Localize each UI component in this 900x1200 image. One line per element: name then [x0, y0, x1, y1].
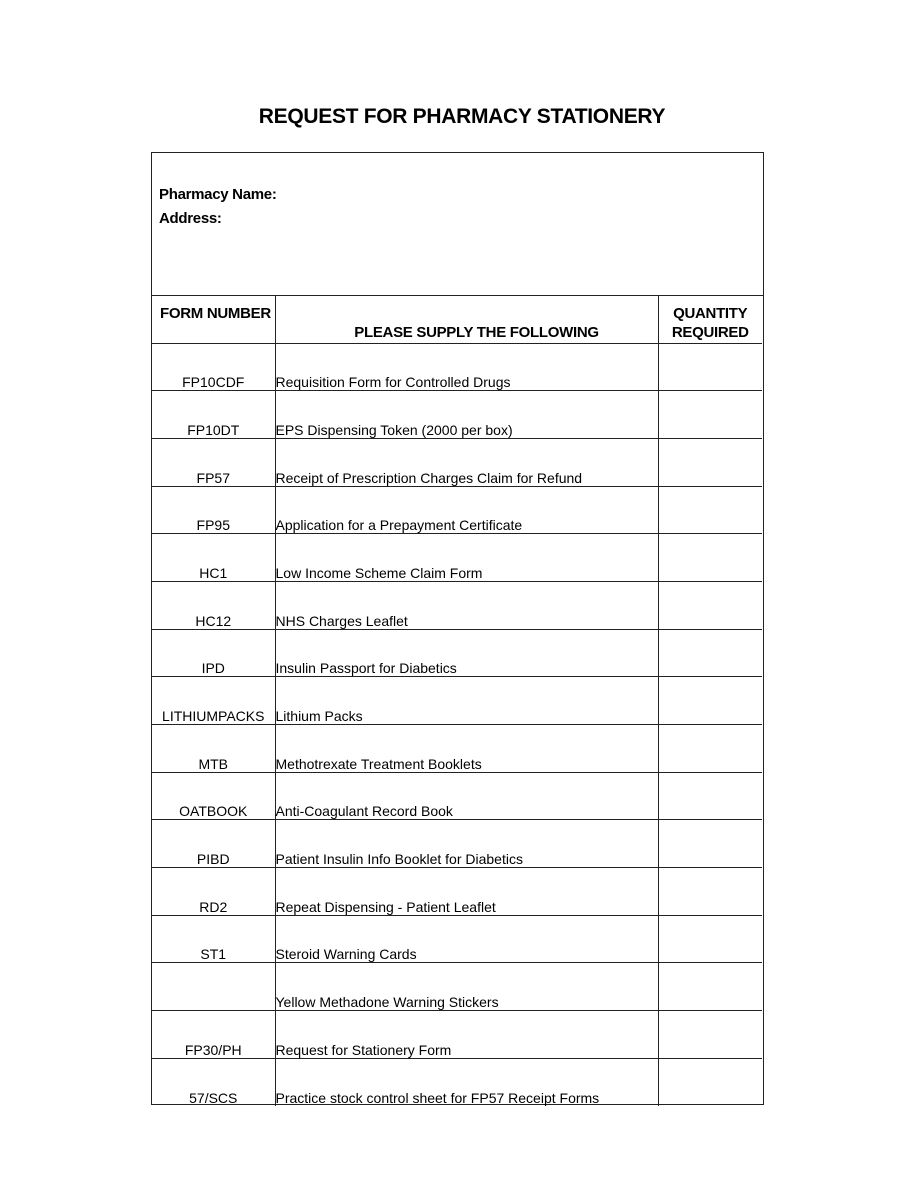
table-row: [152, 915, 762, 963]
quantity-cell[interactable]: [658, 725, 762, 773]
supply-header: [275, 296, 658, 343]
table-row: [152, 868, 762, 916]
form-code: OATBOOK: [152, 772, 275, 820]
form-code: LITHIUMPACKS: [152, 677, 275, 725]
table-row: [152, 391, 762, 439]
form-code: HC12: [152, 581, 275, 629]
form-description: Receipt of Prescription Charges Claim for Refund: [275, 438, 658, 486]
table-row: [152, 725, 762, 773]
form-description: EPS Dispensing Token (2000 per box): [275, 391, 658, 439]
form-code: HC1: [152, 534, 275, 582]
form-description: Low Income Scheme Claim Form: [275, 534, 658, 582]
form-code: IPD: [152, 629, 275, 677]
form-code: FP10CDF: [152, 343, 275, 391]
form-code: FP10DT: [152, 391, 275, 439]
form-code: RD2: [152, 868, 275, 916]
form-code: MTB: [152, 725, 275, 773]
quantity-cell[interactable]: [658, 343, 762, 391]
request-form: [151, 152, 764, 1105]
form-description: Yellow Methadone Warning Stickers: [275, 963, 658, 1011]
form-description: NHS Charges Leaflet: [275, 581, 658, 629]
form-code: FP30/PH: [152, 1011, 275, 1059]
form-description: Requisition Form for Controlled Drugs: [275, 343, 658, 391]
form-code: [152, 963, 275, 1011]
form-description: Repeat Dispensing - Patient Leaflet: [275, 868, 658, 916]
table-row: [152, 486, 762, 534]
table-row: [152, 343, 762, 391]
stationery-table: [152, 296, 762, 1106]
form-description: Anti-Coagulant Record Book: [275, 772, 658, 820]
form-description: Application for a Prepayment Certificate: [275, 486, 658, 534]
pharmacy-details-section: [152, 153, 763, 296]
table-header-row: [152, 296, 762, 343]
quantity-cell[interactable]: [658, 677, 762, 725]
address-label: Address:: [159, 210, 222, 227]
form-code: ST1: [152, 915, 275, 963]
table-row: [152, 534, 762, 582]
table-row: [152, 677, 762, 725]
table-row: [152, 772, 762, 820]
pharmacy-name-label: Pharmacy Name:: [159, 186, 277, 203]
table-row: [152, 581, 762, 629]
quantity-header: [658, 296, 762, 343]
table-row: [152, 1058, 762, 1106]
quantity-cell[interactable]: [658, 438, 762, 486]
quantity-cell[interactable]: [658, 915, 762, 963]
quantity-cell[interactable]: [658, 534, 762, 582]
quantity-header-label: QUANTITY REQUIRED: [671, 305, 749, 341]
form-description: Lithium Packs: [275, 677, 658, 725]
quantity-cell[interactable]: [658, 820, 762, 868]
form-description: Insulin Passport for Diabetics: [275, 629, 658, 677]
form-code: FP95: [152, 486, 275, 534]
form-description: Methotrexate Treatment Booklets: [275, 725, 658, 773]
table-row: [152, 963, 762, 1011]
form-description: Request for Stationery Form: [275, 1011, 658, 1059]
form-description: Patient Insulin Info Booklet for Diabetics: [275, 820, 658, 868]
quantity-cell[interactable]: [658, 391, 762, 439]
quantity-cell[interactable]: [658, 772, 762, 820]
quantity-cell[interactable]: [658, 629, 762, 677]
quantity-cell[interactable]: [658, 963, 762, 1011]
quantity-cell[interactable]: [658, 868, 762, 916]
form-code: 57/SCS: [152, 1058, 275, 1106]
quantity-cell[interactable]: [658, 581, 762, 629]
form-number-header: [152, 296, 275, 343]
quantity-cell[interactable]: [658, 1058, 762, 1106]
table-row: [152, 1011, 762, 1059]
form-number-header-label: FORM NUMBER: [160, 305, 271, 322]
supply-header-label: PLEASE SUPPLY THE FOLLOWING: [354, 323, 599, 341]
form-description: Practice stock control sheet for FP57 Receipt Forms: [275, 1058, 658, 1106]
form-code: FP57: [152, 438, 275, 486]
quantity-cell[interactable]: [658, 486, 762, 534]
page-title: REQUEST FOR PHARMACY STATIONERY: [258, 105, 666, 128]
table-row: [152, 629, 762, 677]
table-row: [152, 820, 762, 868]
quantity-cell[interactable]: [658, 1011, 762, 1059]
form-code: PIBD: [152, 820, 275, 868]
form-description: Steroid Warning Cards: [275, 915, 658, 963]
table-row: [152, 438, 762, 486]
